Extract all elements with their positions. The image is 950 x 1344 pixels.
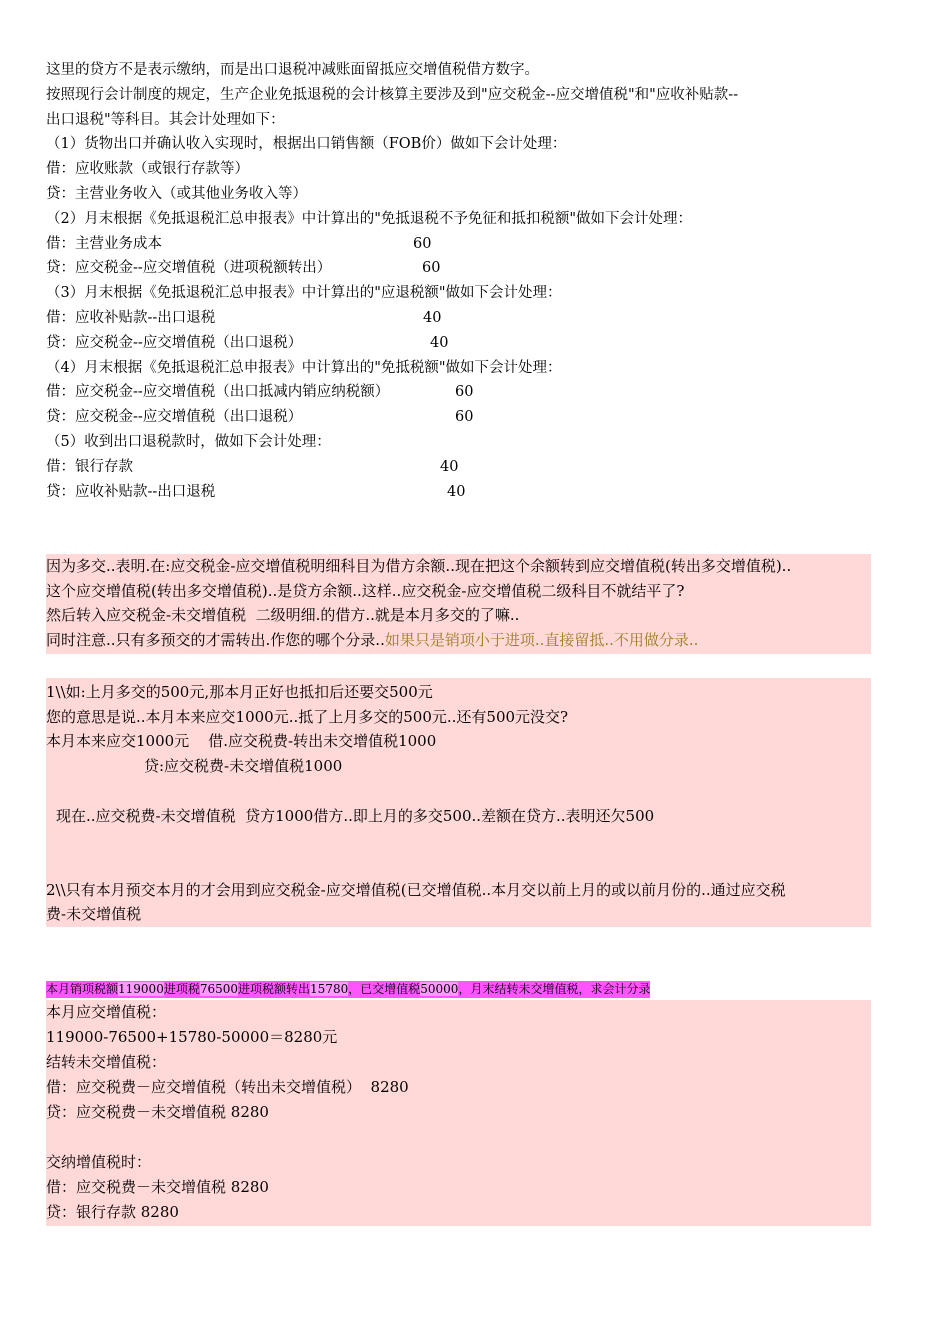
highlight-number: 76500 [199, 982, 239, 996]
text-line: 按照现行会计制度的规定，生产企业免抵退税的会计核算主要涉及到"应交税金--应交增值税"和"应收补贴款-- [46, 86, 739, 103]
highlight-number: 50000 [420, 982, 459, 996]
exercise-answer [46, 1000, 871, 1226]
text-line: （3）月末根据《免抵退税汇总申报表》中计算出的"应退税额"做如下会计处理： [46, 285, 562, 302]
text-line: 出口退税"等科目。其会计处理如下： [46, 111, 285, 128]
text-line: （1）货物出口并确认收入实现时，根据出口销售额（FOB价）做如下会计处理： [46, 136, 567, 153]
highlight-number: 15780 [310, 982, 349, 996]
text-line: 借：应交税费－未交增值税 8280 [46, 1178, 269, 1196]
text-line: 本月应交增值税： [46, 1003, 167, 1021]
entry-line: 借：银行存款 40 [46, 455, 876, 480]
blank-line [46, 1125, 871, 1150]
text-line: 因为多交..表明.在:应交税金-应交增值税明细科目为借方余额..现在把这个余额转到应交增值税(转出多交增值税).. [46, 557, 792, 575]
text-line: 贷：应交税费－未交增值税 8280 [46, 1103, 269, 1121]
text-line: 这里的贷方不是表示缴纳，而是出口退税冲减账面留抵应交增值税借方数字。 [46, 62, 539, 78]
text-line: 贷：银行存款 8280 [46, 1203, 179, 1221]
entry-line: 借：应收补贴款--出口退税 40 [46, 306, 876, 331]
text-line: 贷:应交税费-未交增值税1000 [144, 757, 343, 775]
text-line: 借：应收账款（或银行存款等） [46, 161, 249, 178]
entry-amount: 60 [455, 384, 474, 401]
text-line: 费-未交增值税 [46, 905, 142, 923]
entry-amount: 40 [447, 483, 466, 500]
text-line: （4）月末根据《免抵退税汇总申报表》中计算出的"免抵税额"做如下会计处理： [46, 359, 562, 376]
text-line: （5）收到出口退税款时，做如下会计处理： [46, 433, 331, 450]
example-explanation [46, 678, 871, 927]
overpaid-vat-explanation [46, 554, 871, 654]
text-line: 现在..应交税费-未交增值税 贷方1000借方..即上月的多交500..差额在贷方..表明还欠500 [56, 807, 655, 825]
exercise-question: 本月销项税额119000进项税76500进项税额转出15780，已交增值税50000，月末结转未交增值税，求会计分录 [46, 982, 651, 996]
text-line: 然后转入应交税金-未交增值税 二级明细.的借方..就是本月多交的了嘛.. [46, 606, 520, 625]
text-line: 2\\只有本月预交本月的才会用到应交税金-应交增值税(已交增值税..本月交以前上月的或以前月份的..通过应交税 [46, 881, 786, 899]
entry-amount: 60 [413, 235, 432, 252]
text-line: （2）月末根据《免抵退税汇总申报表》中计算出的"免抵退税不予免征和抵扣税额"做如下会计处理： [46, 210, 693, 227]
highlight-number: 119000 [118, 982, 164, 996]
entry-amount: 60 [422, 260, 441, 277]
note-highlight: 如果只是销项小于进项..直接留抵..不用做分录.. [384, 630, 699, 649]
text-line: 同时注意..只有多预交的才需转出.作您的哪个分录..如果只是销项小于进项..直接留抵..不用做分录.. [46, 630, 699, 649]
text-line: 这个应交增值税(转出多交增值税)..是贷方余额..这样..应交税金-应交增值税二级科目不就结平了? [46, 581, 685, 600]
text-line: 贷：主营业务收入（或其他业务收入等） [46, 185, 307, 202]
text-line: 1\\如:上月多交的500元,那本月正好也抵扣后还要交500元 [46, 683, 433, 701]
text-line: 119000-76500+15780-50000＝8280元 [46, 1028, 338, 1046]
entry-line: 借：应交税金--应交增值税（出口抵减内销应纳税额） 60 [46, 380, 876, 405]
entry-amount: 60 [455, 409, 474, 426]
entry-line: 贷：应交税金--应交增值税（出口退税） 60 [46, 405, 876, 430]
entry-line: 贷：应交税金--应交增值税（出口退税） 40 [46, 331, 876, 356]
text-line: 结转未交增值税： [46, 1053, 167, 1071]
entry-amount: 40 [430, 334, 449, 351]
text-line: 借：应交税费－应交增值税（转出未交增值税） 8280 [46, 1078, 409, 1096]
text-line: 本月本来应交1000元 借.应交税费-转出未交增值税1000 [46, 732, 437, 750]
entry-amount: 40 [440, 458, 459, 475]
entry-line: 借：主营业务成本 60 [46, 232, 876, 257]
text-line: 您的意思是说..本月本来应交1000元..抵了上月多交的500元..还有500元没交? [46, 708, 569, 726]
text-line: 交纳增值税时： [46, 1153, 152, 1171]
entry-line: 贷：应收补贴款--出口退税 40 [46, 480, 876, 505]
entry-line: 贷：应交税金--应交增值税（进项税额转出） 60 [46, 256, 876, 281]
export-tax-refund-section [46, 58, 876, 504]
entry-amount: 40 [423, 309, 442, 326]
